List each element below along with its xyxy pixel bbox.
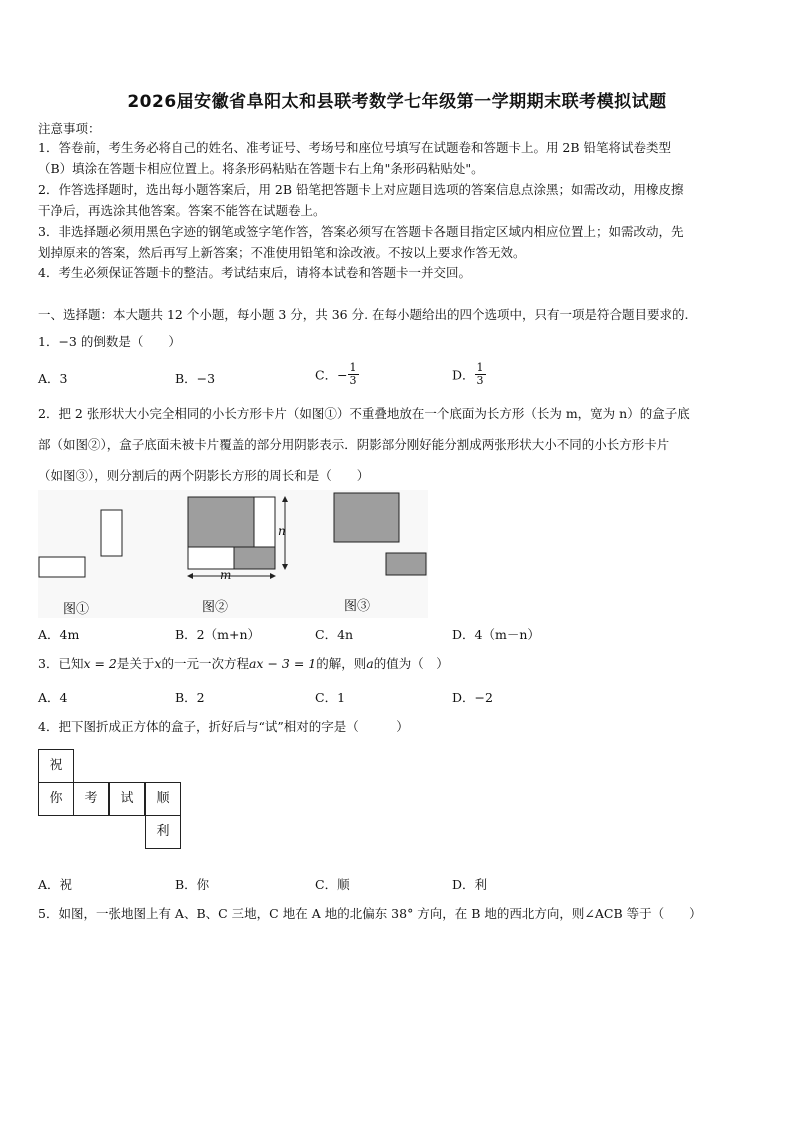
option-c: C．4n [315,627,354,642]
question-2-line: 部（如图②），盒子底面未被卡片覆盖的部分用阴影表示．阴影部分刚好能分割成两张形状大小不同的小长方形卡片 [38,437,670,452]
option-a: A．祝 [38,877,73,892]
figure-label-3: 图③ [344,599,371,614]
notice-heading: 注意事项： [38,121,101,136]
notice-line: 干净后，再选涂其他答案。答案不能答在试题卷上。 [38,203,326,218]
notice-line: 3．非选择题必须用黑色字迹的钢笔或签字笔作答，答案必须写在答题卡各题目指定区域内相应位置上；如需改动，先 [38,224,684,239]
option-d: D． $\frac{1}{3}$ [452,361,484,387]
cube-cell: 试 [109,782,145,816]
question-2-figure [38,490,428,618]
option-d: D．4（m－n） [452,627,540,642]
notice-line: 划掉原来的答案，然后再写上新答案；不准使用铅笔和涂改液。不按以上要求作答无效。 [38,245,526,260]
option-a: A．3 [38,371,68,386]
fraction: $\frac{1}{3}$ [476,361,484,387]
cube-net [38,749,188,859]
page-title: 2026届安徽省阜阳太和县联考数学七年级第一学期期末联考模拟试题 [127,92,667,112]
card-horizontal-placed [188,547,234,569]
shaded-region-small [234,547,275,569]
card-horizontal [39,557,85,577]
option-d: D．−2 [452,690,493,705]
question-2-line: （如图③），则分割后的两个阴影长方形的周长和是（ ） [38,468,370,483]
option-c: C．1 [315,690,346,705]
cube-cell: 你 [38,782,74,816]
question-1-stem: 1．−3 的倒数是（ ） [38,334,181,349]
question-4-options [38,875,760,895]
question-3-options [38,688,760,708]
option-a: A．4m [38,627,80,642]
shaded-region-large [188,497,254,547]
cube-cell: 祝 [38,749,74,783]
card-vertical [101,510,122,556]
question-2-line: 2．把 2 张形状大小完全相同的小长方形卡片（如图①）不重叠地放在一个底面为长方形（长为 m，宽为 n）的盒子底 [38,406,690,421]
question-5-stem: 5．如图，一张地图上有 A、B、C 三地，C 地在 A 地的北偏东 38° 方向，在 B 地的西北方向，则∠ACB 等于（ ） [38,906,702,921]
option-d: D．利 [452,877,488,892]
notice-line: 1．答卷前，考生务必将自己的姓名、准考证号、考场号和座位号填写在试题卷和答题卡上。用 2B 铅笔将试卷类型 [38,140,672,155]
option-b: B．−3 [175,371,216,386]
question-1-options [38,361,760,387]
cube-cell: 利 [145,815,181,849]
option-b: B．你 [175,877,210,892]
cube-cell: 顺 [145,782,181,816]
label-m: m [220,568,232,582]
label-n: n [278,524,286,538]
option-a: A．4 [38,690,68,705]
option-c: C．− $\frac{1}{3}$ [315,361,357,387]
notice-line: 2．作答选择题时，选出每小题答案后，用 2B 铅笔把答题卡上对应题目选项的答案信息点涂黑；如需改动，用橡皮擦 [38,182,684,197]
option-b: B．2 [175,690,205,705]
question-3-stem: 3．已知x = 2是关于x的一元一次方程ax − 3 = 1的解，则a的值为（ ） [38,656,449,671]
fraction: $\frac{1}{3}$ [349,361,357,387]
figure-label-2: 图② [202,600,229,615]
card-vertical-placed [254,497,275,547]
option-b: B．2（m+n） [175,627,261,642]
figure-label-1: 图① [63,602,90,617]
cube-cell: 考 [73,782,109,816]
option-c: C．顺 [315,877,350,892]
shaded-piece-large [334,493,399,542]
section-heading: 一、选择题：本大题共 12 个小题，每小题 3 分，共 36 分. 在每小题给出的四个选项中，只有一项是符合题目要求的. [38,307,689,322]
notice-line: （B）填涂在答题卡相应位置上。将条形码粘贴在答题卡右上角"条形码粘贴处"。 [38,161,484,176]
question-2-options [38,625,760,645]
notice-line: 4．考生必须保证答题卡的整洁。考试结束后，请将本试卷和答题卡一并交回。 [38,265,471,280]
question-4-stem: 4．把下图折成正方体的盒子，折好后与“试”相对的字是（ ） [38,719,409,734]
shaded-piece-small [386,553,426,575]
